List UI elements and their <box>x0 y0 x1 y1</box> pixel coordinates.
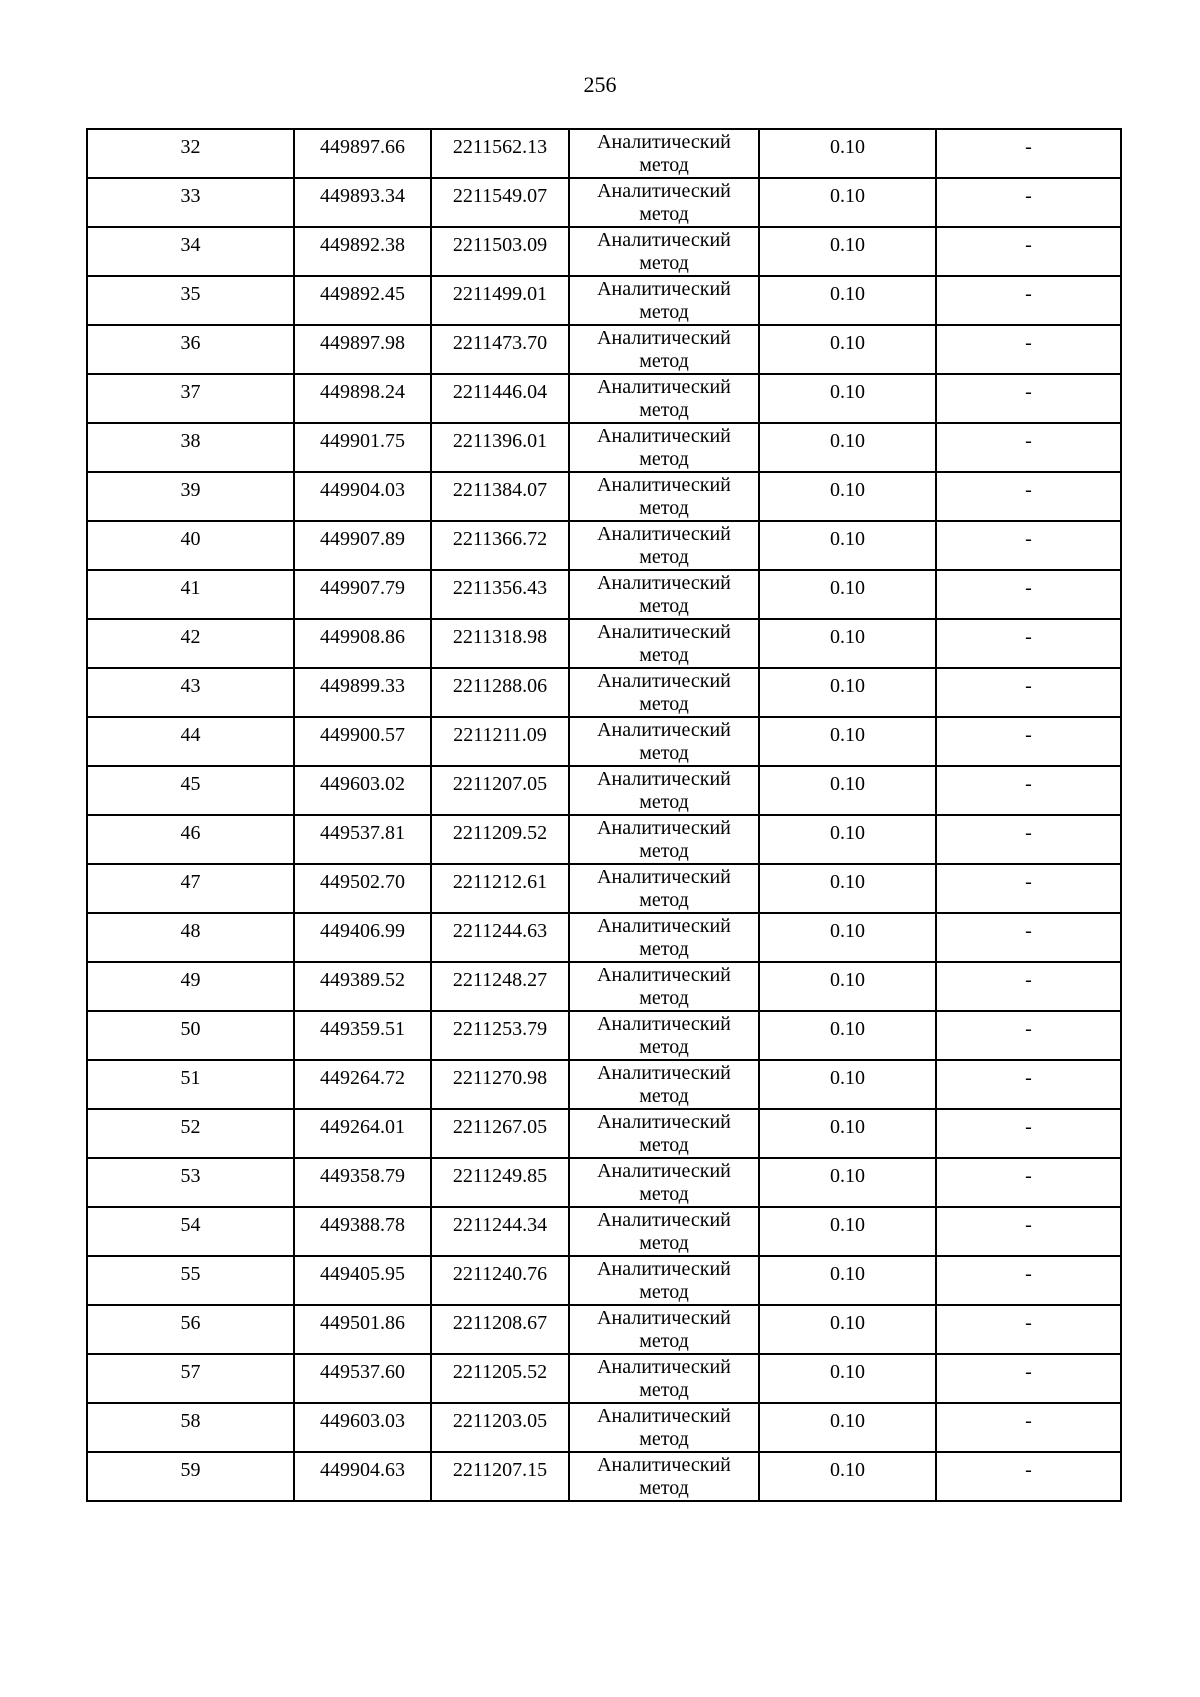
point-number-cell: 40 <box>87 521 294 570</box>
y-coordinate-cell: 2211446.04 <box>431 374 569 423</box>
x-coordinate-cell: 449537.81 <box>294 815 431 864</box>
table-row <box>87 1158 1121 1207</box>
method-cell <box>569 864 759 913</box>
x-coordinate-cell: 449405.95 <box>294 1256 431 1305</box>
accuracy-cell: 0.10 <box>759 325 936 374</box>
method-cell <box>569 1011 759 1060</box>
table-row <box>87 815 1121 864</box>
x-coordinate-cell: 449264.72 <box>294 1060 431 1109</box>
y-coordinate-cell: 2211249.85 <box>431 1158 569 1207</box>
accuracy-cell: 0.10 <box>759 374 936 423</box>
method-line-2: метод <box>639 791 689 813</box>
method-cell <box>569 962 759 1011</box>
method-line-1: Аналитический <box>597 278 731 300</box>
accuracy-cell: 0.10 <box>759 1011 936 1060</box>
table-row <box>87 423 1121 472</box>
x-coordinate-cell: 449502.70 <box>294 864 431 913</box>
method-line-1: Аналитический <box>597 1013 731 1035</box>
y-coordinate-cell: 2211207.15 <box>431 1452 569 1501</box>
point-number-cell: 50 <box>87 1011 294 1060</box>
method-cell <box>569 717 759 766</box>
y-coordinate-cell: 2211208.67 <box>431 1305 569 1354</box>
x-coordinate-cell: 449907.89 <box>294 521 431 570</box>
y-coordinate-cell: 2211473.70 <box>431 325 569 374</box>
method-line-1: Аналитический <box>597 1062 731 1084</box>
note-cell: - <box>936 423 1121 472</box>
method-line-1: Аналитический <box>597 327 731 349</box>
point-number-cell: 55 <box>87 1256 294 1305</box>
note-cell: - <box>936 962 1121 1011</box>
y-coordinate-cell: 2211270.98 <box>431 1060 569 1109</box>
table-row <box>87 227 1121 276</box>
x-coordinate-cell: 449908.86 <box>294 619 431 668</box>
point-number-cell: 41 <box>87 570 294 619</box>
point-number-cell: 38 <box>87 423 294 472</box>
table-row <box>87 521 1121 570</box>
y-coordinate-cell: 2211499.01 <box>431 276 569 325</box>
method-cell <box>569 227 759 276</box>
x-coordinate-cell: 449897.66 <box>294 129 431 178</box>
x-coordinate-cell: 449900.57 <box>294 717 431 766</box>
note-cell: - <box>936 668 1121 717</box>
method-line-1: Аналитический <box>597 131 731 153</box>
table-row <box>87 374 1121 423</box>
method-line-2: метод <box>639 1477 689 1499</box>
method-line-2: метод <box>639 1428 689 1450</box>
method-line-2: метод <box>639 1330 689 1352</box>
y-coordinate-cell: 2211562.13 <box>431 129 569 178</box>
point-number-cell: 33 <box>87 178 294 227</box>
method-line-2: метод <box>639 252 689 274</box>
method-cell <box>569 766 759 815</box>
x-coordinate-cell: 449388.78 <box>294 1207 431 1256</box>
y-coordinate-cell: 2211288.06 <box>431 668 569 717</box>
method-line-1: Аналитический <box>597 1454 731 1476</box>
accuracy-cell: 0.10 <box>759 1109 936 1158</box>
note-cell: - <box>936 178 1121 227</box>
accuracy-cell: 0.10 <box>759 1305 936 1354</box>
method-line-1: Аналитический <box>597 376 731 398</box>
accuracy-cell: 0.10 <box>759 1403 936 1452</box>
note-cell: - <box>936 472 1121 521</box>
note-cell: - <box>936 325 1121 374</box>
note-cell: - <box>936 1109 1121 1158</box>
note-cell: - <box>936 913 1121 962</box>
method-cell <box>569 1109 759 1158</box>
note-cell: - <box>936 227 1121 276</box>
method-line-1: Аналитический <box>597 964 731 986</box>
x-coordinate-cell: 449264.01 <box>294 1109 431 1158</box>
y-coordinate-cell: 2211267.05 <box>431 1109 569 1158</box>
method-line-2: метод <box>639 693 689 715</box>
x-coordinate-cell: 449501.86 <box>294 1305 431 1354</box>
method-line-2: метод <box>639 301 689 323</box>
accuracy-cell: 0.10 <box>759 178 936 227</box>
accuracy-cell: 0.10 <box>759 1207 936 1256</box>
accuracy-cell: 0.10 <box>759 766 936 815</box>
accuracy-cell: 0.10 <box>759 962 936 1011</box>
table-body <box>87 129 1121 1501</box>
method-line-1: Аналитический <box>597 1258 731 1280</box>
method-cell <box>569 815 759 864</box>
method-cell <box>569 178 759 227</box>
table-row <box>87 864 1121 913</box>
x-coordinate-cell: 449892.45 <box>294 276 431 325</box>
method-line-1: Аналитический <box>597 1209 731 1231</box>
method-cell <box>569 521 759 570</box>
accuracy-cell: 0.10 <box>759 815 936 864</box>
note-cell: - <box>936 766 1121 815</box>
accuracy-cell: 0.10 <box>759 913 936 962</box>
point-number-cell: 54 <box>87 1207 294 1256</box>
table-row <box>87 1354 1121 1403</box>
table-row <box>87 570 1121 619</box>
table-row <box>87 962 1121 1011</box>
note-cell: - <box>936 1452 1121 1501</box>
note-cell: - <box>936 717 1121 766</box>
point-number-cell: 49 <box>87 962 294 1011</box>
table-row <box>87 619 1121 668</box>
point-number-cell: 46 <box>87 815 294 864</box>
x-coordinate-cell: 449897.98 <box>294 325 431 374</box>
accuracy-cell: 0.10 <box>759 423 936 472</box>
note-cell: - <box>936 1256 1121 1305</box>
method-line-1: Аналитический <box>597 229 731 251</box>
method-line-2: метод <box>639 399 689 421</box>
note-cell: - <box>936 1403 1121 1452</box>
method-line-2: метод <box>639 448 689 470</box>
y-coordinate-cell: 2211253.79 <box>431 1011 569 1060</box>
y-coordinate-cell: 2211212.61 <box>431 864 569 913</box>
method-cell <box>569 325 759 374</box>
note-cell: - <box>936 374 1121 423</box>
x-coordinate-cell: 449892.38 <box>294 227 431 276</box>
table-row <box>87 1305 1121 1354</box>
point-number-cell: 58 <box>87 1403 294 1452</box>
note-cell: - <box>936 129 1121 178</box>
method-line-2: метод <box>639 546 689 568</box>
table-row <box>87 472 1121 521</box>
method-cell <box>569 1158 759 1207</box>
method-line-2: метод <box>639 889 689 911</box>
note-cell: - <box>936 1060 1121 1109</box>
note-cell: - <box>936 1207 1121 1256</box>
x-coordinate-cell: 449603.02 <box>294 766 431 815</box>
table-row <box>87 1452 1121 1501</box>
note-cell: - <box>936 864 1121 913</box>
point-number-cell: 45 <box>87 766 294 815</box>
method-cell <box>569 276 759 325</box>
method-cell <box>569 570 759 619</box>
method-line-1: Аналитический <box>597 425 731 447</box>
method-line-2: метод <box>639 1134 689 1156</box>
point-number-cell: 37 <box>87 374 294 423</box>
y-coordinate-cell: 2211318.98 <box>431 619 569 668</box>
y-coordinate-cell: 2211209.52 <box>431 815 569 864</box>
point-number-cell: 35 <box>87 276 294 325</box>
method-line-2: метод <box>639 1183 689 1205</box>
method-cell <box>569 1207 759 1256</box>
point-number-cell: 48 <box>87 913 294 962</box>
table-row <box>87 129 1121 178</box>
y-coordinate-cell: 2211240.76 <box>431 1256 569 1305</box>
note-cell: - <box>936 570 1121 619</box>
accuracy-cell: 0.10 <box>759 1158 936 1207</box>
method-cell <box>569 1452 759 1501</box>
y-coordinate-cell: 2211356.43 <box>431 570 569 619</box>
method-line-1: Аналитический <box>597 866 731 888</box>
method-line-1: Аналитический <box>597 817 731 839</box>
accuracy-cell: 0.10 <box>759 864 936 913</box>
accuracy-cell: 0.10 <box>759 668 936 717</box>
point-number-cell: 43 <box>87 668 294 717</box>
x-coordinate-cell: 449537.60 <box>294 1354 431 1403</box>
point-number-cell: 57 <box>87 1354 294 1403</box>
method-line-1: Аналитический <box>597 1160 731 1182</box>
note-cell: - <box>936 1354 1121 1403</box>
x-coordinate-cell: 449907.79 <box>294 570 431 619</box>
y-coordinate-cell: 2211207.05 <box>431 766 569 815</box>
y-coordinate-cell: 2211205.52 <box>431 1354 569 1403</box>
accuracy-cell: 0.10 <box>759 570 936 619</box>
x-coordinate-cell: 449893.34 <box>294 178 431 227</box>
coordinates-table <box>86 128 1122 1502</box>
method-cell <box>569 619 759 668</box>
y-coordinate-cell: 2211503.09 <box>431 227 569 276</box>
method-cell <box>569 374 759 423</box>
y-coordinate-cell: 2211244.63 <box>431 913 569 962</box>
accuracy-cell: 0.10 <box>759 717 936 766</box>
point-number-cell: 52 <box>87 1109 294 1158</box>
method-cell <box>569 423 759 472</box>
accuracy-cell: 0.10 <box>759 619 936 668</box>
table-row <box>87 1060 1121 1109</box>
method-line-1: Аналитический <box>597 1356 731 1378</box>
table-row <box>87 1109 1121 1158</box>
method-line-1: Аналитический <box>597 670 731 692</box>
note-cell: - <box>936 1305 1121 1354</box>
method-line-1: Аналитический <box>597 621 731 643</box>
method-cell <box>569 1060 759 1109</box>
y-coordinate-cell: 2211549.07 <box>431 178 569 227</box>
y-coordinate-cell: 2211244.34 <box>431 1207 569 1256</box>
method-line-1: Аналитический <box>597 768 731 790</box>
table-row <box>87 766 1121 815</box>
method-line-2: метод <box>639 1036 689 1058</box>
method-cell <box>569 1403 759 1452</box>
note-cell: - <box>936 1158 1121 1207</box>
x-coordinate-cell: 449904.03 <box>294 472 431 521</box>
method-line-2: метод <box>639 1379 689 1401</box>
point-number-cell: 47 <box>87 864 294 913</box>
method-cell <box>569 1354 759 1403</box>
method-line-2: метод <box>639 644 689 666</box>
point-number-cell: 42 <box>87 619 294 668</box>
method-line-1: Аналитический <box>597 719 731 741</box>
table-row <box>87 276 1121 325</box>
note-cell: - <box>936 276 1121 325</box>
x-coordinate-cell: 449603.03 <box>294 1403 431 1452</box>
method-line-2: метод <box>639 497 689 519</box>
method-line-1: Аналитический <box>597 1405 731 1427</box>
point-number-cell: 34 <box>87 227 294 276</box>
method-line-1: Аналитический <box>597 915 731 937</box>
method-line-2: метод <box>639 154 689 176</box>
point-number-cell: 59 <box>87 1452 294 1501</box>
note-cell: - <box>936 619 1121 668</box>
method-cell <box>569 129 759 178</box>
method-line-2: метод <box>639 1281 689 1303</box>
method-line-1: Аналитический <box>597 523 731 545</box>
y-coordinate-cell: 2211211.09 <box>431 717 569 766</box>
method-line-2: метод <box>639 350 689 372</box>
method-line-1: Аналитический <box>597 572 731 594</box>
accuracy-cell: 0.10 <box>759 1354 936 1403</box>
note-cell: - <box>936 815 1121 864</box>
x-coordinate-cell: 449389.52 <box>294 962 431 1011</box>
method-line-2: метод <box>639 987 689 1009</box>
method-cell <box>569 668 759 717</box>
method-line-1: Аналитический <box>597 1307 731 1329</box>
point-number-cell: 56 <box>87 1305 294 1354</box>
table-row <box>87 178 1121 227</box>
y-coordinate-cell: 2211396.01 <box>431 423 569 472</box>
point-number-cell: 44 <box>87 717 294 766</box>
method-line-2: метод <box>639 742 689 764</box>
x-coordinate-cell: 449406.99 <box>294 913 431 962</box>
method-line-2: метод <box>639 1085 689 1107</box>
point-number-cell: 32 <box>87 129 294 178</box>
method-line-2: метод <box>639 1232 689 1254</box>
note-cell: - <box>936 521 1121 570</box>
accuracy-cell: 0.10 <box>759 472 936 521</box>
page-number: 256 <box>583 72 617 97</box>
method-cell <box>569 472 759 521</box>
method-line-1: Аналитический <box>597 1111 731 1133</box>
method-cell <box>569 1305 759 1354</box>
accuracy-cell: 0.10 <box>759 276 936 325</box>
method-line-2: метод <box>639 203 689 225</box>
point-number-cell: 39 <box>87 472 294 521</box>
point-number-cell: 53 <box>87 1158 294 1207</box>
table-row <box>87 668 1121 717</box>
point-number-cell: 51 <box>87 1060 294 1109</box>
accuracy-cell: 0.10 <box>759 1452 936 1501</box>
x-coordinate-cell: 449899.33 <box>294 668 431 717</box>
x-coordinate-cell: 449901.75 <box>294 423 431 472</box>
y-coordinate-cell: 2211384.07 <box>431 472 569 521</box>
method-cell <box>569 1256 759 1305</box>
method-line-2: метод <box>639 840 689 862</box>
x-coordinate-cell: 449904.63 <box>294 1452 431 1501</box>
note-cell: - <box>936 1011 1121 1060</box>
accuracy-cell: 0.10 <box>759 129 936 178</box>
point-number-cell: 36 <box>87 325 294 374</box>
y-coordinate-cell: 2211248.27 <box>431 962 569 1011</box>
x-coordinate-cell: 449359.51 <box>294 1011 431 1060</box>
x-coordinate-cell: 449898.24 <box>294 374 431 423</box>
method-cell <box>569 913 759 962</box>
method-line-2: метод <box>639 938 689 960</box>
table-row <box>87 1011 1121 1060</box>
table-row <box>87 1403 1121 1452</box>
table-row <box>87 1256 1121 1305</box>
method-line-2: метод <box>639 595 689 617</box>
method-line-1: Аналитический <box>597 474 731 496</box>
table-row <box>87 717 1121 766</box>
y-coordinate-cell: 2211366.72 <box>431 521 569 570</box>
table-row <box>87 325 1121 374</box>
accuracy-cell: 0.10 <box>759 227 936 276</box>
accuracy-cell: 0.10 <box>759 521 936 570</box>
table-row <box>87 1207 1121 1256</box>
x-coordinate-cell: 449358.79 <box>294 1158 431 1207</box>
y-coordinate-cell: 2211203.05 <box>431 1403 569 1452</box>
accuracy-cell: 0.10 <box>759 1060 936 1109</box>
accuracy-cell: 0.10 <box>759 1256 936 1305</box>
method-line-1: Аналитический <box>597 180 731 202</box>
table-row <box>87 913 1121 962</box>
